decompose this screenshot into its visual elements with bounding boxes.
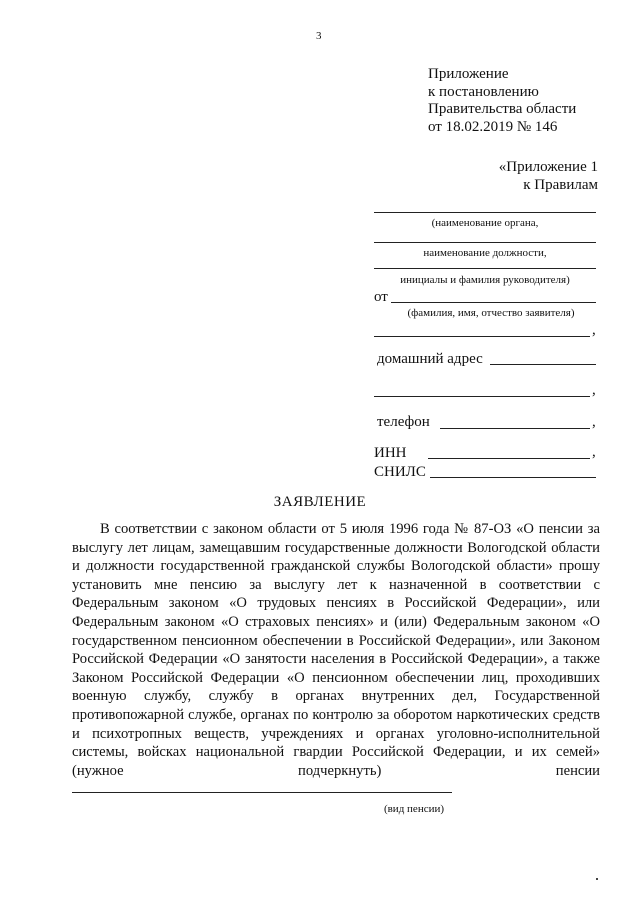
comma: , — [592, 322, 596, 338]
home-address-field[interactable] — [490, 364, 596, 365]
inn-field[interactable] — [428, 458, 590, 459]
snils-label: СНИЛС — [374, 464, 426, 480]
application-body — [72, 520, 600, 799]
head-name-caption: инициалы и фамилия руководителя) — [400, 274, 570, 286]
applicant-name-field[interactable] — [391, 302, 596, 303]
application-body-text: В соответствии с законом области от 5 июля 1996 года № 87-ОЗ «О пенсии за выслугу лет лицам, замещавшим государственные должности Вологодской области и должности государственной гражданской службы Вологодской области» прошу установить мне пенсию за выслугу лет к назначенной в соответствии с Федеральным законом «О трудовых пенсиях в Российской Федерации», или Федеральным законом «О страховых пенсиях» и (или) Федеральным законом «О государственном пенсионном обеспечении в Российской Федерации», или Законом Российской Федерации «О занятости населения в Российской Федерации», а также Законом Российской Федерации «О пенсионном обеспечении лиц, проходивших военную службу, службу в органах внутренних дел, Государственной противопожарной службе, органах по контролю за оборотом наркотических средств и психотропных веществ, учреждениях и органах уголовно-исполнительной системы, войсках национальной гвардии Российской Федерации, и их семей» (нужное подчеркнуть) пенсии — [72, 521, 600, 779]
rules-line: «Приложение 1 — [498, 159, 598, 175]
snils-field[interactable] — [430, 477, 596, 478]
head-name-field[interactable] — [374, 268, 596, 269]
position-field[interactable] — [374, 242, 596, 243]
rules-line: к Правилам — [523, 177, 598, 193]
scan-mark — [596, 878, 598, 880]
attachment-line: от 18.02.2019 № 146 — [428, 118, 558, 135]
document-title: ЗАЯВЛЕНИЕ — [273, 494, 367, 510]
organ-caption: (наименование органа, — [431, 217, 539, 229]
attachment-line: Приложение — [428, 66, 509, 82]
page-number: 3 — [316, 30, 322, 42]
comma: , — [592, 382, 596, 398]
position-caption: наименование должности, — [423, 247, 547, 259]
inn-label: ИНН — [374, 445, 407, 461]
phone-field[interactable] — [440, 428, 590, 429]
rules-header — [499, 158, 598, 194]
applicant-name-caption: (фамилия, имя, отчество заявителя) — [407, 307, 575, 319]
comma: , — [592, 444, 596, 460]
home-address-label: домашний адрес — [377, 351, 483, 367]
attachment-header — [428, 66, 576, 136]
attachment-line: к постановлению — [428, 83, 539, 100]
pension-type-field[interactable] — [72, 780, 452, 793]
organ-name-field[interactable] — [374, 212, 596, 213]
pension-type-caption: (вид пенсии) — [383, 803, 445, 815]
phone-label: телефон — [377, 414, 430, 430]
applicant-name-continued-field[interactable] — [374, 336, 590, 337]
comma: , — [592, 414, 596, 430]
attachment-line: Правительства области — [428, 101, 577, 117]
from-label: от — [374, 289, 388, 305]
home-address-continued-field[interactable] — [374, 396, 590, 397]
